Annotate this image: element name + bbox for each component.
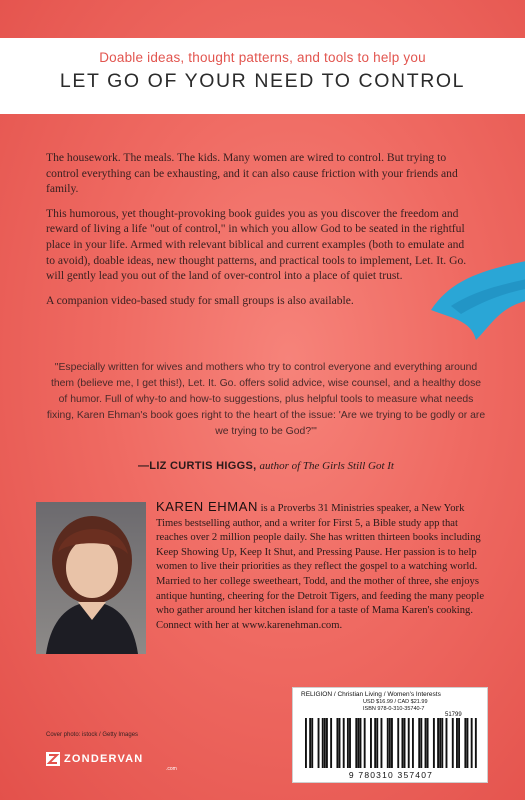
book-description	[46, 150, 476, 317]
price-line-1: USD $16.99 / CAD $21.99	[363, 699, 428, 705]
barcode-stripe	[387, 718, 389, 768]
barcode-stripe	[330, 718, 332, 768]
bisac-category: RELIGION / Christian Living / Women's Interests	[301, 691, 441, 698]
barcode-stripe	[347, 718, 349, 768]
barcode-stripe	[437, 718, 439, 768]
barcode-stripe	[370, 718, 372, 768]
zondervan-mark-icon	[46, 752, 60, 766]
barcode-stripe	[420, 718, 422, 768]
price-code: 51799	[445, 712, 462, 718]
isbn-digits: 9 780310 357407	[348, 770, 434, 780]
barcode-stripe	[355, 718, 357, 768]
description-paragraph-2: This humorous, yet thought-provoking book guides you as you discover the freedom and reward of living a life "out of control," in which you allow God to be seated in the rightful place in your life. Armed with relevant biblical and current examples (both to emulate and to avoid), doable ideas, new thought patterns, and practical tools to implement, Let. It. Go. will gently lead you out of the land of over-control into a place of quiet trust.	[46, 206, 467, 283]
barcode-stripe	[401, 718, 403, 768]
barcode-stripe	[324, 718, 326, 768]
barcode-stripe	[364, 718, 366, 768]
barcode-bars	[305, 718, 477, 768]
author-bio	[156, 500, 486, 633]
barcode-stripe	[427, 718, 429, 768]
barcode-stripe	[389, 718, 391, 768]
price-line-2: ISBN 978-0-310-35740-7	[363, 706, 425, 713]
endorsement-attribution	[46, 460, 486, 472]
blue-scarf-illustration	[421, 240, 525, 350]
barcode-stripe	[433, 718, 435, 768]
barcode-stripe	[309, 718, 311, 768]
barcode-stripe	[397, 718, 399, 768]
barcode-stripe	[381, 718, 383, 768]
barcode-stripe	[336, 718, 338, 768]
barcode-stripe	[404, 718, 406, 768]
barcode-stripe	[439, 718, 441, 768]
barcode-stripe	[311, 718, 313, 768]
barcode-stripe	[349, 718, 351, 768]
barcode-stripe	[343, 718, 345, 768]
photo-credit: Cover photo: istock / Getty Images	[46, 732, 139, 738]
author-name: KAREN EHMAN	[156, 499, 258, 514]
publisher-name: ZONDERVAN	[64, 753, 144, 765]
barcode-stripe	[452, 718, 454, 768]
barcode-stripe	[458, 718, 460, 768]
endorser-name: —LIZ CURTIS HIGGS,	[138, 460, 257, 472]
description-paragraph-1: The housework. The meals. The kids. Many women are wired to control. But trying to control everything can be exhausting, and it can also cause friction with your friends and family.	[46, 151, 458, 196]
barcode-stripe	[374, 718, 376, 768]
barcode-stripe	[391, 718, 393, 768]
barcode-stripe	[322, 718, 324, 768]
tagline-banner	[0, 38, 525, 114]
barcode-stripe	[360, 718, 362, 768]
author-photo	[36, 502, 146, 654]
barcode-stripe	[326, 718, 328, 768]
endorsement-quote: "Especially written for wives and mothers who try to control everyone and everything around them (believe me, I get this!), Let. It. Go. offers solid advice, wise counsel, and a healthy dose of humor. Full of why-to and how-to suggestions, plus helpful tools to measure what needs fixing, Karen Ehman's book goes right to the heart of the issue: 'Are we trying to be godly or are we trying to be God?'"	[46, 362, 486, 437]
barcode-stripe	[446, 718, 448, 768]
barcode-stripe	[339, 718, 341, 768]
barcode-stripe	[467, 718, 469, 768]
barcode-stripe	[357, 718, 359, 768]
barcode-stripe	[305, 718, 307, 768]
barcode-stripe	[318, 718, 320, 768]
author-bio-text: is a Proverbs 31 Ministries speaker, a New York Times bestselling author, and a writer for First 5, a Bible study app that reaches over 2 million people daily. She has written thirteen books including Keep Showing Up, Keep It Shut, and Pressing Pause. Her passion is to help women to live their priorities as they reflect the gospel to a watching world. Married to her college sweetheart, Todd, and the mother of three, she enjoys antique hunting, cheering for the Detroit Tigers, and feeding the many people who gather around her kitchen island for a taste of Mama Karen's cooking. Connect with her at www.karenehman.com.	[156, 503, 485, 631]
endorser-role: author of The Girls Still Got It	[259, 460, 394, 472]
barcode-stripe	[464, 718, 466, 768]
barcode-stripe	[408, 718, 410, 768]
barcode-stripe	[376, 718, 378, 768]
tagline-title: LET GO OF YOUR NEED TO CONTROL	[59, 70, 466, 92]
tagline-subtitle: Doable ideas, thought patterns, and tools to help you	[99, 50, 426, 65]
publisher-suffix: .com	[166, 766, 177, 772]
description-paragraph-3: A companion video-based study for small groups is also available.	[46, 293, 354, 307]
barcode-panel	[292, 687, 488, 783]
barcode-stripe	[441, 718, 443, 768]
barcode-stripe	[456, 718, 458, 768]
barcode-stripe	[471, 718, 473, 768]
barcode-stripe	[425, 718, 427, 768]
barcode-stripe	[418, 718, 420, 768]
barcode-stripe	[412, 718, 414, 768]
barcode-stripe	[475, 718, 477, 768]
publisher-logo	[46, 752, 177, 772]
